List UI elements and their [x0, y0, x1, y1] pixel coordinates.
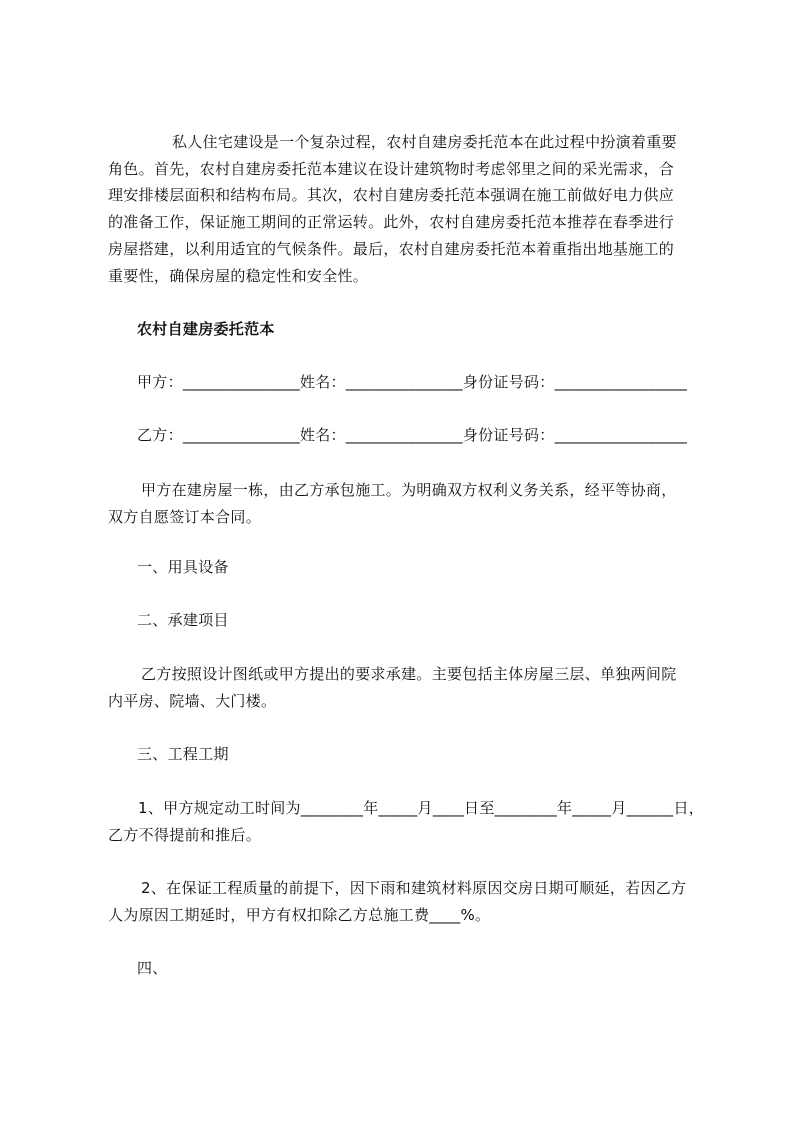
- section-2-heading: 二、承建项目: [137, 611, 229, 629]
- section-2-line-1: 乙方按照设计图纸或甲方提出的要求承建。主要包括主体房屋三层、单独两间院: [141, 665, 677, 683]
- preamble-line-1: 甲方在建房屋一栋，由乙方承包施工。为明确双方权利义务关系，经平等协商，: [141, 481, 677, 499]
- section-3-heading: 三、工程工期: [137, 745, 229, 763]
- clause-1-line-2: 乙方不得提前和推后。: [108, 826, 262, 844]
- intro-line-5: 房屋搭建，以利用适宜的气候条件。最后，农村自建房委托范本着重指出地基施工的: [108, 240, 675, 258]
- document-title: 农村自建房委托范本: [137, 320, 275, 338]
- intro-line-4: 的准备工作，保证施工期间的正常运转。此外，农村自建房委托范本推荐在春季进行: [108, 213, 675, 231]
- intro-line-2: 角色。首先，农村自建房委托范本建议在设计建筑物时考虑邻里之间的采光需求，合: [108, 160, 675, 178]
- party-b-line: 乙方：_______________姓名：_______________身份证号码：_________________: [137, 426, 688, 444]
- clause-1-line-1: 1、甲方规定动工时间为________年_____月____日至________年_____月______日，: [138, 799, 705, 817]
- intro-line-1: 私人住宅建设是一个复杂过程，农村自建房委托范本在此过程中扮演着重要: [172, 133, 677, 151]
- section-4-heading: 四、: [137, 959, 168, 977]
- party-a-line: 甲方：_______________姓名：_______________身份证号码：_________________: [137, 373, 688, 391]
- section-2-line-2: 内平房、院墙、大门楼。: [108, 692, 277, 710]
- clause-2-line-2: 人为原因工期延时，甲方有权扣除乙方总施工费____%。: [108, 906, 491, 924]
- preamble-line-2: 双方自愿签订本合同。: [108, 508, 262, 526]
- section-1-heading: 一、用具设备: [137, 558, 229, 576]
- clause-2-line-1: 2、在保证工程质量的前提下，因下雨和建筑材料原因交房日期可顺延，若因乙方: [141, 879, 687, 897]
- intro-line-6: 重要性，确保房屋的稳定性和安全性。: [108, 267, 369, 285]
- intro-line-3: 理安排楼层面积和结构布局。其次，农村自建房委托范本强调在施工前做好电力供应: [108, 186, 675, 204]
